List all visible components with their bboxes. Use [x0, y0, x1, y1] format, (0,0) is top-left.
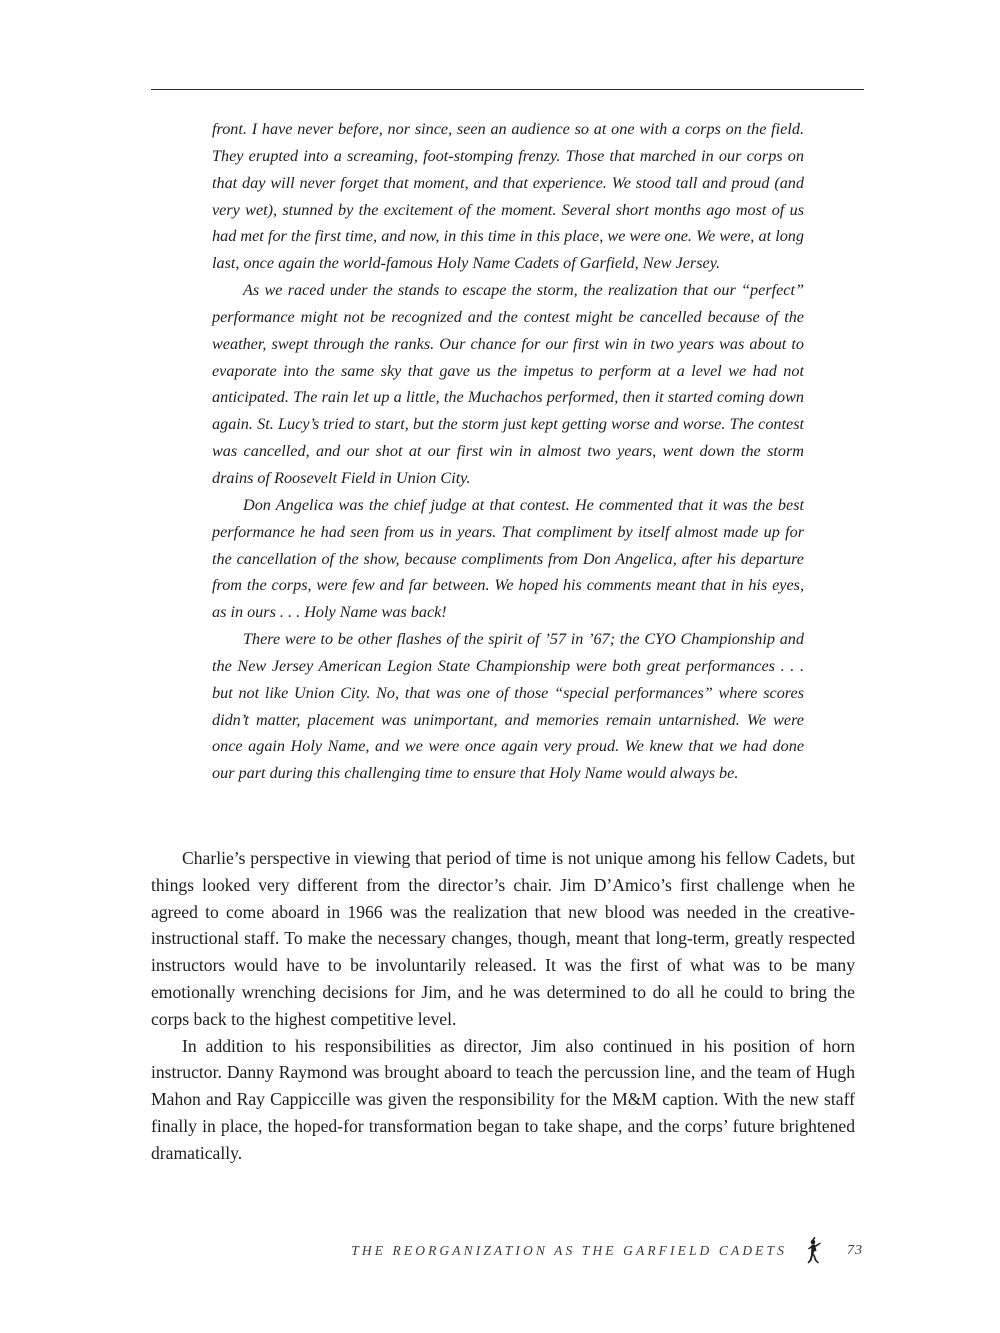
- body-paragraph-2: In addition to his responsibilities as director, Jim also continued in his position of horn instructor. Danny Raymond was brought aboard to teach the percussion line, and the team of Hugh Mahon and Ray Cappiccille was given the responsibility for the M&M caption. With the new staff finally in place, the hoped-for transformation began to take shape, and the corps’ future brightened dramatically.: [151, 1035, 855, 1163]
- quote-paragraph-4: There were to be other flashes of the spirit of ’57 in ’67; the CYO Championship and the New Jersey American Legion State Championship were both great performances . . . but not like Union City. No, that was one of those “special performances” where scores didn’t matter, placement was unimportant, and memories remain untarnished. We were once again Holy Name, and we were once again very proud. We knew that we had done our part during this challenging time to ensure that Holy Name would always be.: [212, 630, 804, 783]
- running-head: THE REORGANIZATION AS THE GARFIELD CADETS: [351, 1243, 787, 1258]
- quote-paragraph-1: front. I have never before, nor since, seen an audience so at one with a corps on the field. They erupted into a screaming, foot-stomping frenzy. Those that marched in our corps on that day will never forget that moment, and that experience. We stood tall and proud (and very wet), stunned by the excitement of the moment. Several short months ago most of us had met for the first time, and now, in this time in this place, we were one. We were, at long last, once again the world-famous Holy Name Cadets of Garfield, New Jersey.: [212, 120, 804, 273]
- body-paragraph-1: Charlie’s perspective in viewing that period of time is not unique among his fellow Cadets, but things looked very different from the director’s chair. Jim D’Amico’s first challenge when he agreed to come aboard in 1966 was the realization that new blood was needed in the creative-instructional staff. To make the necessary changes, though, meant that long-term, greatly respected instructors would have to be involuntarily released. It was the first of what was to be many emotionally wrenching decisions for Jim, and he was determined to do all he could to bring the corps back to the highest competitive level.: [151, 848, 855, 1029]
- drum-major-silhouette-icon: [799, 1236, 825, 1266]
- header-rule: [151, 89, 864, 90]
- body-text: [151, 845, 855, 1167]
- page-footer: [351, 1236, 863, 1266]
- quote-paragraph-3: Don Angelica was the chief judge at that contest. He commented that it was the best performance he had seen from us in years. That compliment by itself almost made up for the cancellation of the show, because compliments from Don Angelica, after his departure from the corps, were few and far between. We hoped his comments meant that in his eyes, as in ours . . . Holy Name was back!: [212, 495, 804, 622]
- quote-paragraph-2: As we raced under the stands to escape the storm, the realization that our “perfect” performance might not be recognized and the contest might be cancelled because of the weather, swept through the ranks. Our chance for our first win in two years was about to evaporate into the same sky that gave us the impetus to perform at a level we had not anticipated. The rain let up a little, the Muchachos performed, then it started coming down again. St. Lucy’s tried to start, but the storm just kept getting worse and worse. The contest was cancelled, and our shot at our first win in almost two years, went down the storm drains of Roosevelt Field in Union City.: [212, 281, 804, 487]
- block-quote: [212, 116, 804, 787]
- page-number: 73: [847, 1243, 863, 1258]
